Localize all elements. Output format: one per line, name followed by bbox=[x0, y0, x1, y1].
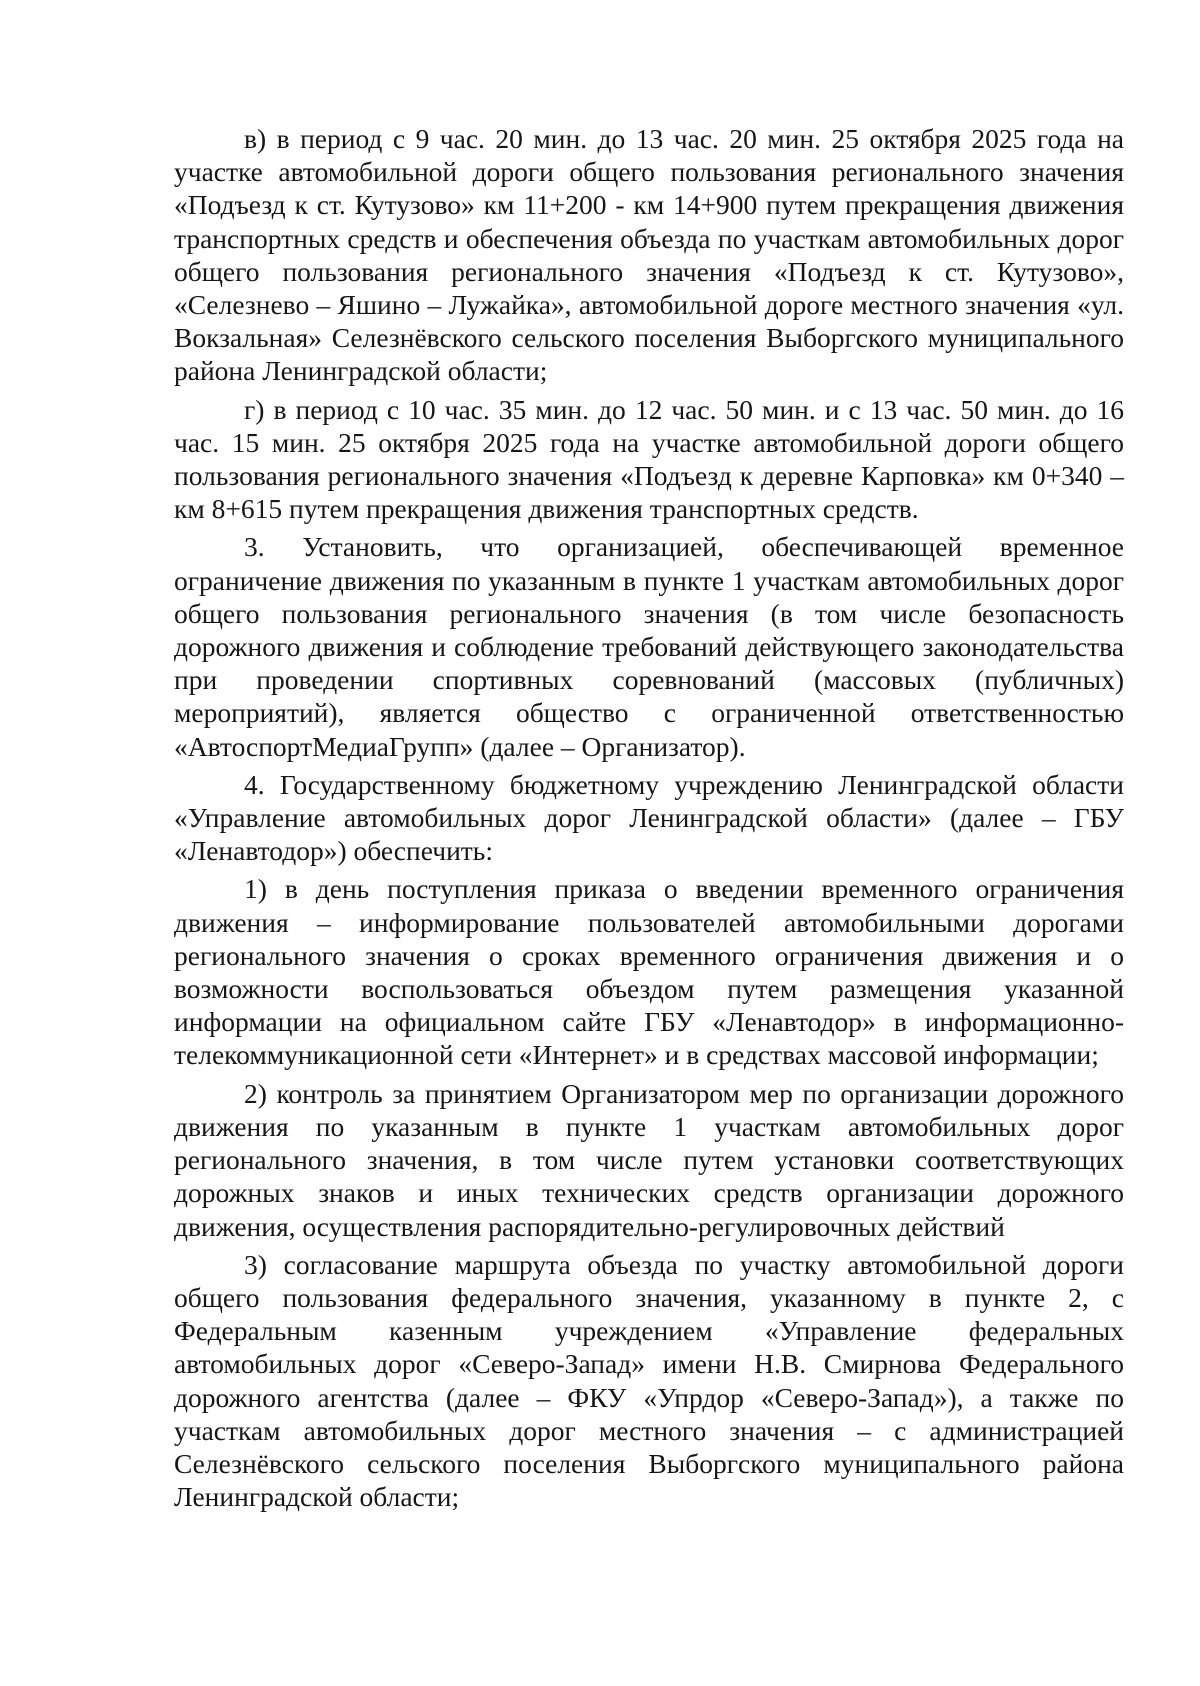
document-body bbox=[174, 122, 1124, 1518]
paragraph-3-organizer: 3. Установить, что организацией, обеспечивающей временное ограничение движения по указанным в пункте 1 участкам автомобильных дорог общего пользования регионального значения (в том числе безопасность дорожного движения и соблюдение требований действующего законодательства при проведении спортивных соревнований (массовых (публичных) мероприятий), является общество с ограниченной ответственностью «АвтоспортМедиаГрупп» (далее – Организатор). bbox=[174, 531, 1124, 762]
paragraph-4-2-control: 2) контроль за принятием Организатором мер по организации дорожного движения по указанным в пункте 1 участкам автомобильных дорог регионального значения, в том числе путем установки соответствующих дорожных знаков и иных технических средств организации дорожного движения, осуществления распорядительно-регулировочных действий bbox=[174, 1077, 1124, 1242]
paragraph-4-lenavtodor: 4. Государственному бюджетному учреждению Ленинградской области «Управление автомобильных дорог Ленинградской области» (далее – ГБУ «Ленавтодор») обеспечить: bbox=[174, 768, 1124, 867]
paragraph-v-route-kutuzovo: в) в период с 9 час. 20 мин. до 13 час. 20 мин. 25 октября 2025 года на участке автомобильной дороги общего пользования регионального значения «Подъезд к ст. Кутузово» км 11+200 - км 14+900 путем прекращения движения транспортных средств и обеспечения объезда по участкам автомобильных дорог общего пользования регионального значения «Подъезд к ст. Кутузово», «Селезнево – Яшино – Лужайка», автомобильной дороге местного значения «ул. Вокзальная» Селезнёвского сельского поселения Выборгского муниципального района Ленинградской области; bbox=[174, 123, 1124, 387]
paragraph-4-3-approval: 3) согласование маршрута объезда по участку автомобильной дороги общего пользования федерального значения, указанному в пункте 2, с Федеральным казенным учреждением «Управление федеральных автомобильных дорог «Северо-Запад» имени Н.В. Смирнова Федерального дорожного агентства (далее – ФКУ «Упрдор «Северо-Запад»), а также по участкам автомобильных дорог местного значения – с администрацией Селезнёвского сельского поселения Выборгского муниципального района Ленинградской области; bbox=[174, 1248, 1124, 1513]
paragraph-4-1-informing: 1) в день поступления приказа о введении временного ограничения движения – информирование пользователей автомобильными дорогами регионального значения о сроках временного ограничения движения и о возможности воспользоваться объездом путем размещения указанной информации на официальном сайте ГБУ «Ленавтодор» в информационно-телекоммуникационной сети «Интернет» и в средствах массовой информации; bbox=[174, 873, 1124, 1071]
paragraph-g-route-karpovka: г) в период с 10 час. 35 мин. до 12 час. 50 мин. и с 13 час. 50 мин. до 16 час. 15 мин. 25 октября 2025 года на участке автомобильной дороги общего пользования регионального значения «Подъезд к деревне Карповка» км 0+340 – км 8+615 путем прекращения движения транспортных средств. bbox=[174, 393, 1124, 525]
